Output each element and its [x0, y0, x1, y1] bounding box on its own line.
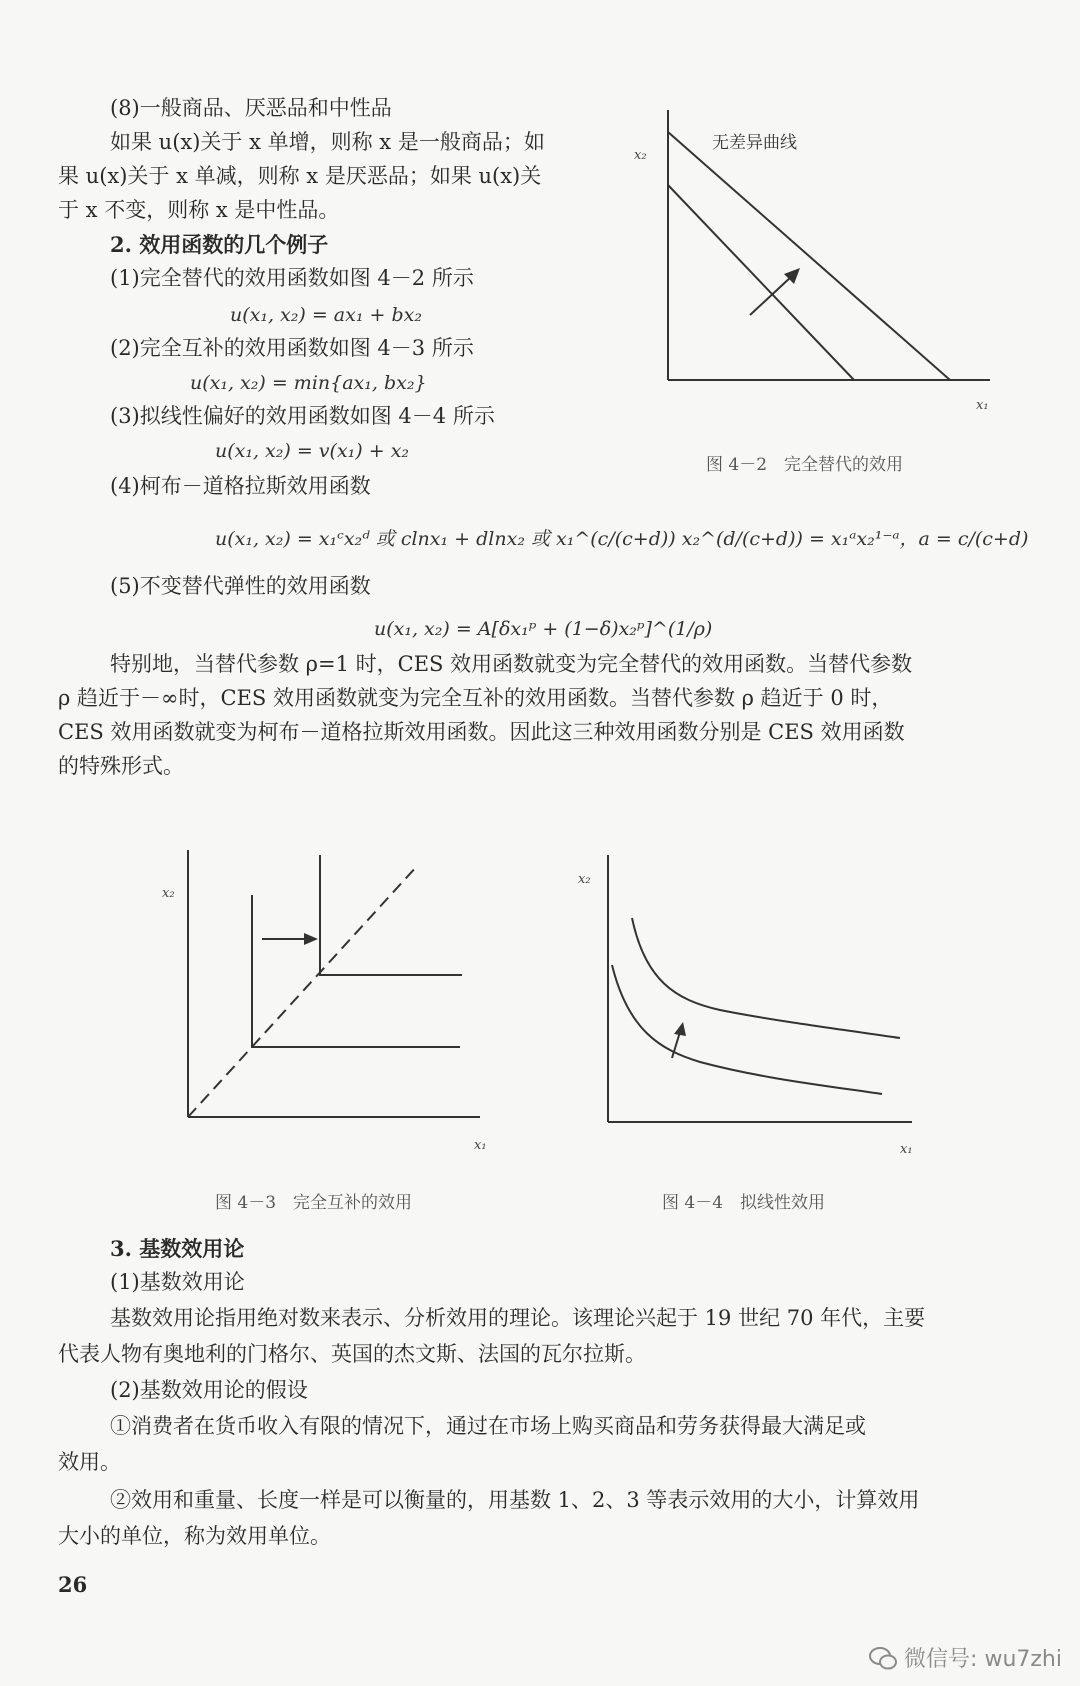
fig43-arrowhead: [304, 933, 318, 945]
fig43-y-label: x₂: [162, 886, 175, 901]
wechat-icon: [868, 1645, 898, 1671]
example-1-heading: (1)完全替代的效用函数如图 4－2 所示: [110, 266, 474, 290]
fig42-caption: 图 4－2 完全替代的效用: [706, 455, 904, 475]
formula-quasilinear: u(x₁, x₂) = v(x₁) + x₂: [215, 440, 410, 462]
assumption-1-line2: 效用。: [58, 1450, 121, 1474]
fig43-x-label: x₁: [474, 1138, 487, 1153]
item-8-line3: 于 x 不变，则称 x 是中性品。: [58, 198, 340, 222]
figure-4-4: [600, 850, 920, 1150]
paragraph-ces-line3: CES 效用函数就变为柯布－道格拉斯效用函数。因此这三种效用函数分别是 CES 效用函数: [58, 720, 905, 744]
fig43-expansion-path: [188, 865, 418, 1117]
item-8-heading: (8)一般商品、厌恶品和中性品: [110, 96, 392, 120]
paragraph-cardinal-line1: 基数效用论指用绝对数来表示、分析效用的理论。该理论兴起于 19 世纪 70 年代，主要: [110, 1306, 926, 1330]
paragraph-cardinal-line2: 代表人物有奥地利的门格尔、英国的杰文斯、法国的瓦尔拉斯。: [58, 1342, 646, 1366]
formula-ces: u(x₁, x₂) = A[δx₁ᵖ + (1−δ)x₂ᵖ]^(1/ρ): [374, 618, 713, 640]
section-3-heading: 3. 基数效用论: [110, 1236, 245, 1261]
formula-perfect-substitutes: u(x₁, x₂) = ax₁ + bx₂: [230, 304, 422, 326]
fig42-x-label: x₁: [976, 398, 989, 413]
fig43-indifference-curve-1: [252, 895, 460, 1047]
page-number: 26: [58, 1572, 88, 1597]
example-4-heading: (4)柯布－道格拉斯效用函数: [110, 474, 371, 498]
example-2-heading: (2)完全互补的效用函数如图 4－3 所示: [110, 336, 474, 360]
item-8-line2: 果 u(x)关于 x 单减，则称 x 是厌恶品；如果 u(x)关: [58, 164, 542, 188]
fig44-caption: 图 4－4 拟线性效用: [662, 1193, 826, 1213]
assumption-2-line1: ②效用和重量、长度一样是可以衡量的，用基数 1、2、3 等表示效用的大小，计算效用: [110, 1488, 920, 1512]
subsection-2-heading: (2)基数效用论的假设: [110, 1378, 308, 1402]
paragraph-ces-line1: 特别地，当替代参数 ρ=1 时，CES 效用函数就变为完全替代的效用函数。当替代参数: [110, 652, 913, 676]
assumption-1-line1: ①消费者在货币收入有限的情况下，通过在市场上购买商品和劳务获得最大满足或: [110, 1414, 866, 1438]
section-2-heading: 2. 效用函数的几个例子: [110, 232, 329, 257]
item-8-line1: 如果 u(x)关于 x 单增，则称 x 是一般商品；如: [110, 130, 545, 154]
wechat-id: 微信号: wu7zhi: [904, 1647, 1062, 1672]
fig44-arrowhead: [674, 1022, 686, 1036]
fig44-x-label: x₁: [900, 1142, 913, 1157]
paragraph-ces-line4: 的特殊形式。: [58, 754, 184, 778]
formula-cobb-douglas: u(x₁, x₂) = x₁ᶜx₂ᵈ 或 clnx₁ + dlnx₂ 或 x₁^(c/(c+d)) x₂^(d/(c+d)) = x₁ᵃx₂¹⁻ᵃ，a = c/(c+d): [215, 528, 1029, 550]
assumption-2-line2: 大小的单位，称为效用单位。: [58, 1524, 331, 1548]
fig42-indifference-line-2: [668, 132, 950, 380]
figure-4-3: [180, 845, 500, 1145]
figure-4-2: [620, 100, 1000, 430]
wechat-watermark: [868, 1642, 1062, 1673]
fig44-indifference-curve-upper: [632, 918, 900, 1038]
formula-perfect-complements: u(x₁, x₂) = min{ax₁, bx₂}: [190, 372, 427, 394]
paragraph-ces-line2: ρ 趋近于－∞时，CES 效用函数就变为完全互补的效用函数。当替代参数 ρ 趋近于 0 时，: [58, 686, 893, 710]
example-5-heading: (5)不变替代弹性的效用函数: [110, 574, 371, 598]
fig44-y-label: x₂: [578, 872, 591, 887]
fig42-curve-label: 无差异曲线: [712, 133, 797, 153]
subsection-1-heading: (1)基数效用论: [110, 1270, 245, 1294]
fig43-indifference-curve-2: [320, 855, 462, 975]
fig43-caption: 图 4－3 完全互补的效用: [215, 1193, 413, 1213]
example-3-heading: (3)拟线性偏好的效用函数如图 4－4 所示: [110, 404, 495, 428]
fig42-y-label: x₂: [634, 148, 647, 163]
